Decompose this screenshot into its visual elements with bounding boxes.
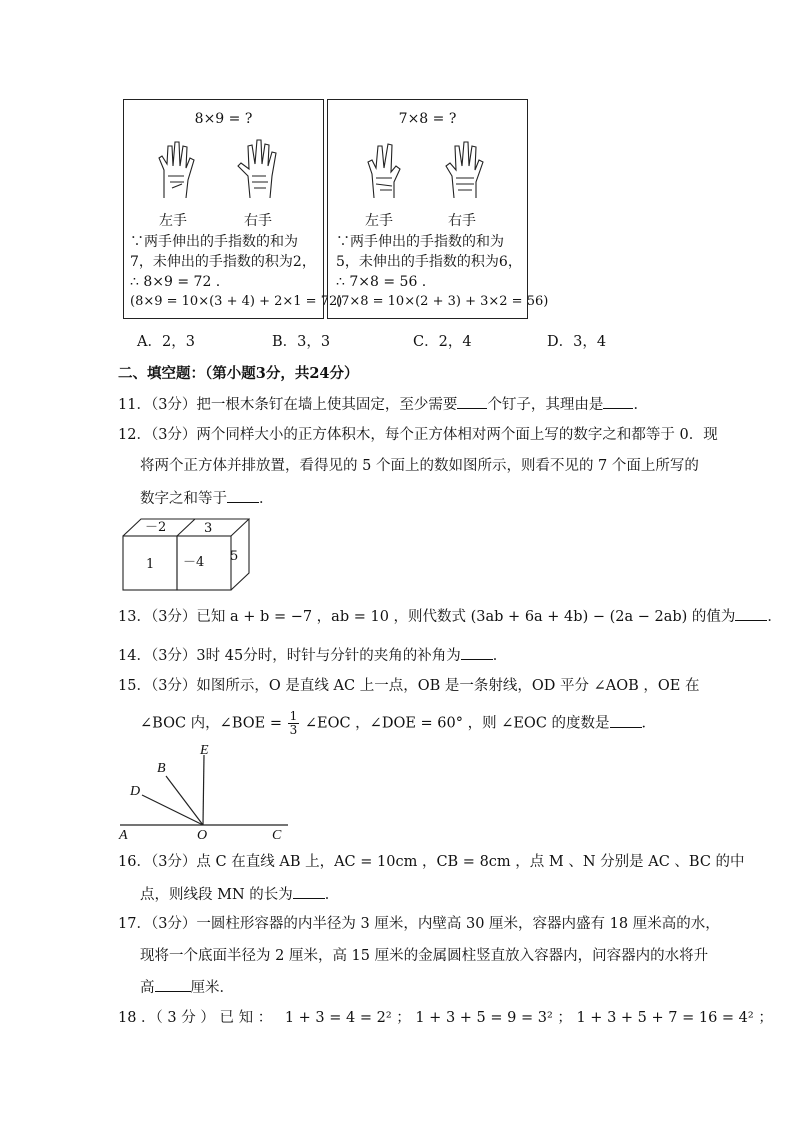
explanation-line: ∴ 7×8 = 56 . — [336, 274, 427, 290]
q13-text-a: 13．（3分）已知 a + b = −7 ，ab = 10 ，则代数式 (3ab + 6a + 4b) − (2a − 2ab) 的值为 — [118, 609, 736, 625]
point-b-label: B — [157, 761, 166, 776]
q14-text-a: 14．（3分）3时 45分时，时针与分针的夹角的补角为 — [118, 648, 461, 664]
section-title: 二、填空题：（第小题3分，共24分） — [118, 365, 359, 382]
explanation-line: (7×8 = 10×(2 + 3) + 3×2 = 56) — [336, 294, 549, 309]
point-e-label: E — [200, 743, 209, 758]
explanation-line: (8×9 = 10×(3 + 4) + 2×1 = 72) — [130, 294, 343, 309]
explanation-line: ∴ 8×9 = 72 . — [130, 274, 221, 290]
option-a: A．2，3 — [137, 334, 195, 350]
question-12-line-1: 12．（3分）两个同样大小的正方体积木，每个正方体相对两个面上写的数字之和都等于 0．现 — [118, 427, 718, 443]
explanation-line: 7，未伸出的手指数的积为2， — [130, 254, 316, 270]
q14-text-b: ． — [492, 648, 508, 664]
example-box-right — [327, 99, 549, 319]
answer-blank — [457, 394, 487, 409]
point-d-label: D — [130, 784, 141, 799]
cube-top-right-value: 3 — [204, 521, 213, 536]
option-c: C．2，4 — [413, 334, 472, 350]
left-hand-figure — [362, 136, 412, 200]
example-box-left — [123, 99, 343, 319]
point-o-label: O — [197, 828, 208, 843]
cube-top-left-value: －2 — [145, 520, 167, 535]
q16-text-a: 点，则线段 MN 的长为 — [140, 887, 293, 903]
question-12-line-2: 将两个正方体并排放置，看得见的 5 个面上的数如图所示，则看不见的 7 个面上所写的 — [140, 458, 699, 474]
fraction — [288, 710, 300, 737]
point-c-label: C — [272, 828, 282, 843]
cube-side-value: 5 — [230, 549, 239, 564]
question-12-line-3 — [140, 488, 274, 509]
left-hand-figure — [154, 136, 204, 200]
explanation-line: 5，未伸出的手指数的积为6， — [336, 254, 522, 270]
q16-text-b: ． — [324, 887, 340, 903]
example-header: 7×8 = ? — [398, 111, 457, 127]
question-18 — [118, 1008, 773, 1028]
question-14 — [118, 645, 507, 666]
left-hand-label: 左手 — [365, 213, 393, 229]
point-a-label: A — [119, 828, 128, 843]
explanation-line: ∵两手伸出的手指数的和为 — [336, 234, 504, 250]
fraction-numerator: 1 — [289, 709, 298, 723]
q11-text-b: 个钉子，其理由是 — [487, 397, 604, 413]
right-hand-label: 右手 — [448, 213, 476, 229]
q11-text-a: 11．（3分）把一根木条钉在墙上使其固定，至少需要 — [118, 397, 458, 413]
answer-blank — [461, 645, 493, 660]
q11-text-c: ． — [633, 397, 648, 413]
question-16-line-1: 16．（3分）点 C 在直线 AB 上，AC = 10cm ，CB = 8cm ，点 M 、N 分别是 AC 、BC 的中 — [118, 854, 745, 870]
q13-text-b: ． — [767, 609, 782, 625]
question-17-line-3 — [140, 977, 234, 998]
example-header: 8×9 = ? — [194, 111, 253, 127]
question-17-line-1: 17．（3分）一圆柱形容器的内半径为 3 厘米，内壁高 30 厘米，容器内盛有 18 厘米高的水， — [118, 916, 720, 932]
option-d: D．3，4 — [547, 334, 607, 350]
question-16-line-2 — [140, 884, 339, 905]
cube-front-left-value: 1 — [146, 557, 155, 572]
answer-blank — [610, 713, 642, 728]
q12-text-b: ． — [259, 491, 274, 507]
q18-text-a: 18 ．（ 3 分 ） 已 知 ： — [118, 1010, 273, 1026]
q17-text-b: 厘米． — [190, 980, 234, 996]
fraction-denominator: 3 — [289, 723, 298, 737]
q12-text-a: 数字之和等于 — [140, 491, 227, 507]
question-15-line-1: 15．（3分）如图所示，O 是直线 AC 上一点，OB 是一条射线，OD 平分 ∠AOB ，OE 在 — [118, 678, 700, 694]
q15-text-b: ∠EOC ，∠DOE = 60° ，则 ∠EOC 的度数是 — [304, 715, 610, 732]
question-17-line-2: 现将一个底面半径为 2 厘米，高 15 厘米的金属圆柱竖直放入容器内，问容器内的水将升 — [140, 948, 709, 964]
answer-blank — [293, 884, 325, 899]
answer-blank — [735, 606, 767, 621]
right-hand-figure — [234, 136, 288, 200]
explanation-line: ∵两手伸出的手指数的和为 — [130, 234, 298, 250]
answer-blank — [155, 977, 191, 992]
answer-blank — [603, 394, 633, 409]
right-hand-figure — [440, 136, 492, 200]
option-b: B．3，3 — [272, 334, 331, 350]
question-15-line-2 — [140, 710, 656, 737]
q18-text-b: 1 + 3 = 4 = 2² ； 1 + 3 + 5 = 9 = 3² ； 1 + 3 + 5 + 7 = 16 = 4² ； — [284, 1010, 773, 1026]
question-11 — [118, 394, 648, 415]
q17-text-a: 高 — [140, 980, 155, 996]
right-hand-label: 右手 — [244, 213, 272, 229]
cube-front-right-value: －4 — [183, 555, 205, 570]
question-13 — [118, 606, 782, 627]
q15-text-c: ． — [641, 715, 657, 732]
q15-text-a: ∠BOC 内，∠BOE = — [140, 715, 282, 732]
left-hand-label: 左手 — [159, 213, 187, 229]
answer-blank — [227, 488, 259, 503]
